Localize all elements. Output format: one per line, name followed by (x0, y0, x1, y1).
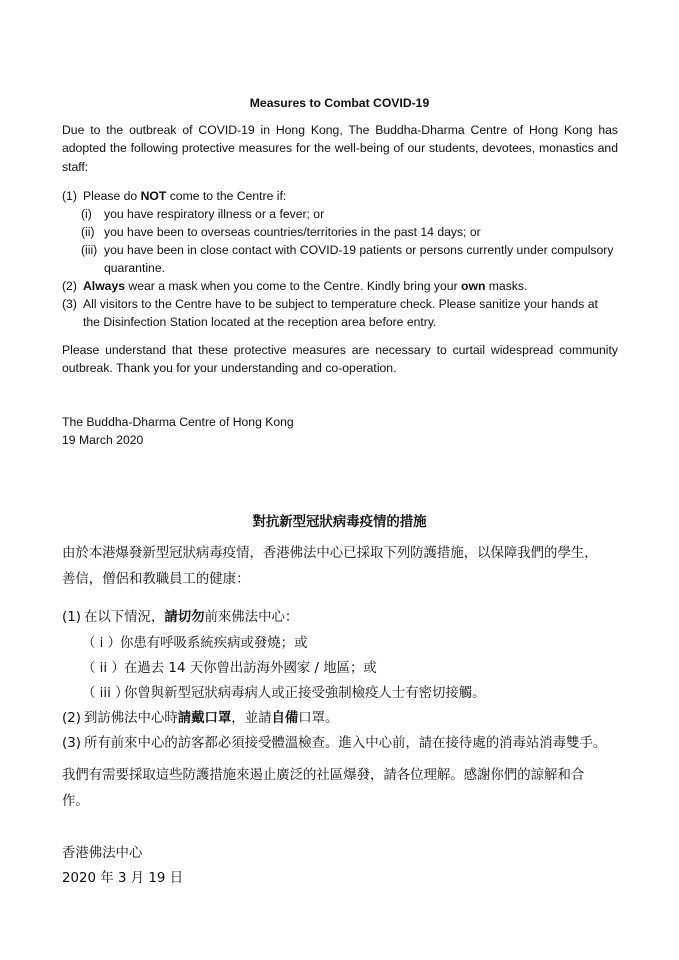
chinese-item-2: (2) 到訪佛法中心時請戴口罩，並請自備口罩。 (62, 711, 339, 726)
english-closing: Please understand that these protective measures are necessary to curtail widespread community outbreak. Thank you for your understanding and co-operation. (62, 343, 618, 376)
english-item-3: (3) All visitors to the Centre have to be subject to temperature check. Please sanitize your hands at (62, 297, 598, 311)
english-subitem-iii-continued: quarantine. (104, 261, 165, 275)
english-item-3-continued: the Disinfection Station located at the reception area before entry. (83, 315, 437, 329)
emphasis-always: Always (83, 279, 126, 293)
item-number: (1) (62, 189, 77, 203)
chinese-subitem-iii: （ iii ） 你曾與新型冠狀病毒病人或正接受強制檢疫人士有密切接觸。 (82, 686, 486, 701)
chinese-item-3: (3) 所有前來中心的訪客都必須接受體溫檢查。進入中心前，請在接待處的消毒站消毒雙手。 (62, 736, 607, 751)
english-item-2: (2) Always wear a mask when you come to the Centre. Kindly bring your own masks. (62, 279, 528, 293)
chinese-subitem-ii: （ ii ） 在過去 14 天你曾出訪海外國家 / 地區；或 (82, 661, 377, 676)
emphasis-own: own (461, 279, 486, 293)
english-date: 19 March 2020 (62, 433, 144, 447)
chinese-item-1: (1) 在以下情況，請切勿前來佛法中心： (62, 610, 299, 625)
emphasis-own-mask: 自備 (271, 711, 299, 726)
english-signature: The Buddha-Dharma Centre of Hong Kong (62, 415, 294, 429)
emphasis-wear-mask: 請戴口罩 (177, 711, 232, 726)
chinese-subitem-i: （ i ） 你患有呼吸系統疾病或發燒；或 (82, 636, 308, 651)
emphasis-not: NOT (140, 189, 167, 203)
english-intro: Due to the outbreak of COVID-19 in Hong Kong, The Buddha-Dharma Centre of Hong Kong has adopted the following protective measures for the well-being of our students, devotees, monastics and staff: (62, 123, 618, 174)
chinese-title: 對抗新型冠狀病毒疫情的措施 (252, 515, 427, 530)
chinese-closing-line-1: 我們有需要採取這些防護措施來遏止廣泛的社區爆發，請各位理解。感謝你們的諒解和合 (62, 768, 585, 783)
english-subitem-iii: (iii) you have been in close contact with COVID-19 patients or persons currently under compulsory (81, 243, 614, 257)
chinese-intro-line-2: 善信，僧侶和教職員工的健康： (62, 572, 250, 587)
english-title: Measures to Combat COVID-19 (249, 96, 430, 110)
chinese-intro-line-1: 由於本港爆發新型冠狀病毒疫情，香港佛法中心已採取下列防護措施，以保障我們的學生， (62, 546, 598, 561)
emphasis-do-not: 請切勿 (164, 610, 205, 625)
chinese-signature: 香港佛法中心 (62, 846, 143, 861)
english-subitem-i: (i) you have respiratory illness or a fever; or (81, 207, 325, 221)
english-item-1: (1) Please do NOT come to the Centre if: (62, 189, 287, 203)
chinese-date: 2020 年 3 月 19 日 (62, 871, 184, 886)
chinese-closing-line-2: 作。 (62, 794, 89, 809)
english-subitem-ii: (ii) you have been to overseas countries/territories in the past 14 days; or (81, 225, 481, 239)
